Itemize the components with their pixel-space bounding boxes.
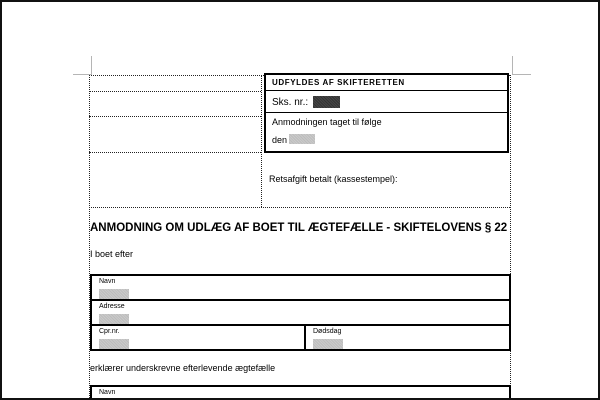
death-date-cell xyxy=(304,326,509,349)
margin-crop-mark-top-right-horizontal xyxy=(512,74,531,75)
name-label: Navn xyxy=(99,278,116,285)
estate-intro-text: I boet efter xyxy=(90,249,134,259)
form-title: ANMODNING OM UDLÆG AF BOET TIL ÆGTEFÆLLE - SKIFTELOVENS § 22 xyxy=(90,222,508,234)
court-use-box xyxy=(264,73,509,153)
margin-crop-mark-top-left-vertical xyxy=(91,56,92,75)
table-row-address xyxy=(92,301,509,326)
margin-crop-mark-top-right-vertical xyxy=(512,56,513,75)
name-field[interactable] xyxy=(99,289,129,299)
spouse-info-table xyxy=(90,385,511,400)
table-gridline-row2 xyxy=(89,116,261,117)
cpr-field[interactable] xyxy=(99,339,129,349)
table-gridline-row3 xyxy=(89,152,261,153)
cpr-label: Cpr.nr. xyxy=(99,328,120,335)
date-label: den xyxy=(272,135,288,145)
court-box-header: UDFYLDES AF SKIFTERETTEN xyxy=(266,75,507,91)
text-boundary-right xyxy=(510,75,511,400)
table-gridline-column-divider xyxy=(261,75,262,207)
table-row-spouse-name xyxy=(92,387,509,400)
court-fee-text: Retsafgift betalt (kassestempel): xyxy=(269,174,398,184)
address-field[interactable] xyxy=(99,314,129,324)
table-gridline-row1 xyxy=(89,91,261,92)
table-gridline-bottom xyxy=(89,207,510,208)
spouse-name-label: Navn xyxy=(99,389,116,396)
request-granted-text: Anmodningen taget til følge xyxy=(272,117,382,127)
table-row-name xyxy=(92,276,509,301)
death-date-field[interactable] xyxy=(313,339,343,349)
declaration-text: erklærer underskrevne efterlevende ægtefælle xyxy=(90,363,276,373)
text-boundary-left xyxy=(89,75,90,400)
address-label: Adresse xyxy=(99,303,125,310)
case-number-row xyxy=(266,91,507,113)
table-row-cpr-death xyxy=(92,326,509,349)
death-date-label: Dødsdag xyxy=(313,328,342,335)
case-number-label: Sks. nr.: xyxy=(272,97,309,108)
deceased-info-table xyxy=(90,274,511,351)
case-number-field[interactable] xyxy=(313,96,340,108)
date-field[interactable] xyxy=(289,134,315,144)
